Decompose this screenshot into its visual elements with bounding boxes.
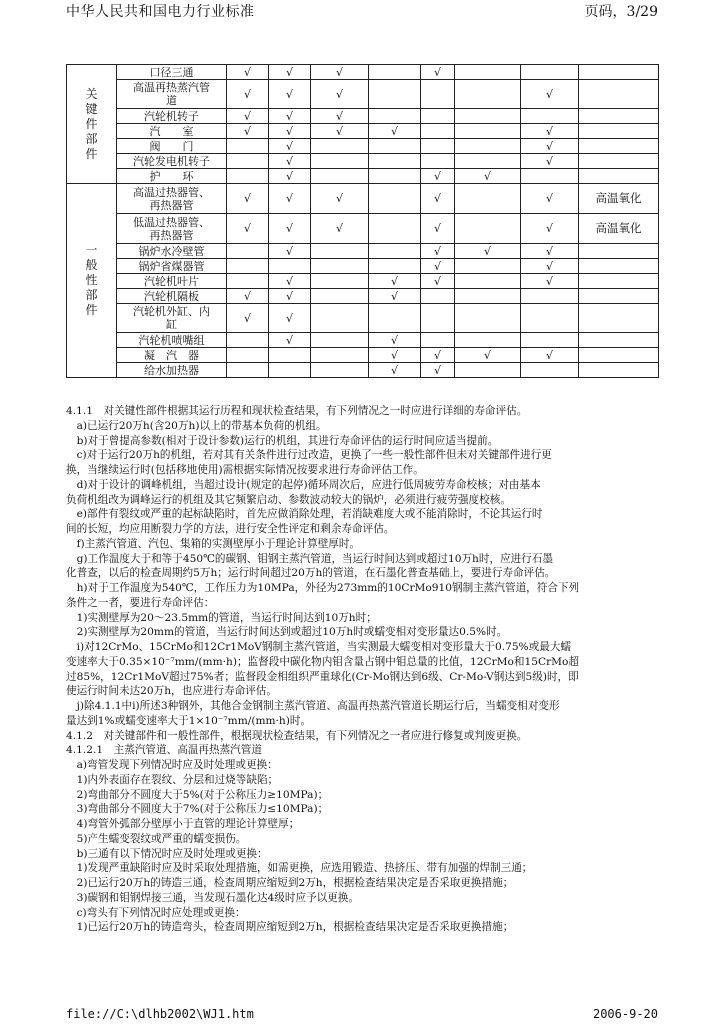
check-cell: √ xyxy=(311,65,369,80)
table-row xyxy=(67,154,659,169)
footer-date: 2006-9-20 xyxy=(592,1007,658,1021)
check-cell xyxy=(311,139,369,154)
check-cell xyxy=(521,333,579,348)
check-cell: √ xyxy=(521,184,579,214)
check-cell xyxy=(269,363,311,378)
check-cell xyxy=(369,214,421,244)
check-cell: √ xyxy=(521,244,579,259)
component-name: 凝 汽 器 xyxy=(117,348,227,363)
table-row xyxy=(67,214,659,244)
check-cell xyxy=(369,154,421,169)
check-cell: √ xyxy=(521,259,579,274)
check-cell: √ xyxy=(521,124,579,139)
footer-file-path: file://C:\dlhb2002\WJ1.htm xyxy=(66,1007,254,1021)
check-cell: √ xyxy=(455,169,521,184)
inspection-table xyxy=(66,64,658,378)
table-row xyxy=(67,363,659,378)
check-cell: √ xyxy=(269,139,311,154)
check-cell: √ xyxy=(227,124,269,139)
check-cell: √ xyxy=(269,214,311,244)
component-name: 汽轮机外缸、内 缸 xyxy=(117,304,227,333)
remark-cell xyxy=(579,80,659,109)
check-cell: √ xyxy=(455,244,521,259)
remark-cell xyxy=(579,139,659,154)
text-line: 3)碳钢和钼钢焊接三通，当发现石墨化达4级时应予以更换。 xyxy=(66,891,360,904)
check-cell: √ xyxy=(421,259,455,274)
check-cell: √ xyxy=(521,154,579,169)
table-row xyxy=(67,109,659,124)
component-name: 阀 门 xyxy=(117,139,227,154)
check-cell: √ xyxy=(521,214,579,244)
check-cell xyxy=(521,289,579,304)
check-cell xyxy=(421,139,455,154)
check-cell xyxy=(455,289,521,304)
text-line: i)对12CrMo、15CrMo和12Cr1MoV钢制主蒸汽管道，当实测最大蠕变相对变形量大于0.75%或最大蠕 xyxy=(66,641,572,653)
component-name: 高温过热器管、 再热器管 xyxy=(117,184,227,214)
check-cell xyxy=(521,109,579,124)
check-cell xyxy=(227,244,269,259)
text-line: 变速率大于0.35×10⁻⁷mm/(mm·h)；监督段中碳化物内钼含量占钢中钼总量的比值，12CrMo和15CrMo超 xyxy=(66,655,579,668)
check-cell xyxy=(311,154,369,169)
check-cell: √ xyxy=(311,124,369,139)
check-cell xyxy=(269,259,311,274)
check-cell xyxy=(369,304,421,333)
text-line: 过85%，12Cr1MoV超过75%者；监督段金相组织严重球化(Cr-Mo钢达到6级、Cr-Mo-V钢达到5级)时，即 xyxy=(66,670,579,683)
check-cell: √ xyxy=(421,363,455,378)
check-cell xyxy=(227,274,269,289)
check-cell xyxy=(455,259,521,274)
remark-cell xyxy=(579,304,659,333)
table-row xyxy=(67,80,659,109)
check-cell: √ xyxy=(421,274,455,289)
check-cell xyxy=(311,169,369,184)
check-cell xyxy=(421,154,455,169)
check-cell xyxy=(455,184,521,214)
check-cell: √ xyxy=(269,184,311,214)
text-line: 4.1.1 对关键性部件根据其运行历程和现状检查结果，有下列情况之一时应进行详细的寿命评估。 xyxy=(66,405,528,417)
text-line: 使运行时间未达20万h，也应进行寿命评估。 xyxy=(66,685,277,698)
text-line: 4)弯管外弧部分壁厚小于直管的理论计算壁厚； xyxy=(66,818,300,830)
component-name: 高温再热蒸汽管 道 xyxy=(117,80,227,109)
component-name: 锅炉省煤器管 xyxy=(117,259,227,274)
check-cell xyxy=(311,289,369,304)
check-cell xyxy=(311,244,369,259)
text-line: 1)内外表面存在裂纹、分层和过烧等缺陷； xyxy=(66,773,279,786)
text-line: 化普查，以后的检查周期约5万h；运行时间超过20万h的管道，在石墨化普查基础上，要进行寿命评估。 xyxy=(66,567,556,580)
component-name: 汽轮机叶片 xyxy=(117,274,227,289)
check-cell xyxy=(455,214,521,244)
check-cell: √ xyxy=(311,109,369,124)
remark-cell xyxy=(579,259,659,274)
text-line: 间的长短，均应用断裂力学的方法，进行安全性评定和剩余寿命评估。 xyxy=(66,523,395,535)
check-cell xyxy=(369,65,421,80)
check-cell: √ xyxy=(227,80,269,109)
component-name: 汽 室 xyxy=(117,124,227,139)
check-cell xyxy=(227,348,269,363)
check-cell: √ xyxy=(369,124,421,139)
check-cell xyxy=(455,124,521,139)
check-cell: √ xyxy=(369,363,421,378)
text-line: 1)发现严重缺陷时应及时采取处理措施，如需更换，应选用锻造、热挤压、带有加强的焊制三通； xyxy=(66,862,533,875)
check-cell xyxy=(421,289,455,304)
group-label: 关 键 件 部 件 xyxy=(67,65,117,184)
component-name: 汽轮机隔板 xyxy=(117,289,227,304)
remark-cell xyxy=(579,333,659,348)
check-cell xyxy=(369,139,421,154)
header-page-number: 页码，3/29 xyxy=(584,4,658,20)
check-cell: √ xyxy=(227,109,269,124)
check-cell: √ xyxy=(311,80,369,109)
component-name: 汽轮发电机转子 xyxy=(117,154,227,169)
check-cell: √ xyxy=(269,169,311,184)
check-cell: √ xyxy=(421,348,455,363)
check-cell xyxy=(521,65,579,80)
remark-cell xyxy=(579,154,659,169)
check-cell: √ xyxy=(369,289,421,304)
text-line: j)除4.1.1中i)所述3种钢外，其他合金钢制主蒸汽管道、高温再热蒸汽管道长期运行后，当蠕变相对变形 xyxy=(66,700,560,712)
text-line: c)弯头有下列情况时应处理或更换： xyxy=(66,906,246,919)
check-cell: √ xyxy=(269,333,311,348)
table-row xyxy=(67,348,659,363)
remark-cell xyxy=(579,65,659,80)
check-cell xyxy=(455,304,521,333)
check-cell: √ xyxy=(521,274,579,289)
check-cell: √ xyxy=(369,348,421,363)
check-cell xyxy=(421,333,455,348)
check-cell xyxy=(521,363,579,378)
text-line: 条件之一者，要进行寿命评估： xyxy=(66,596,215,609)
check-cell: √ xyxy=(421,244,455,259)
check-cell xyxy=(455,80,521,109)
text-line: d)对于设计的调峰机组，当超过设计(规定的起停)循环周次后，应进行低周疲劳寿命校核；对由基本 xyxy=(66,478,541,491)
check-cell xyxy=(521,169,579,184)
text-line: 5)产生蠕变裂纹或严重的蠕变损伤。 xyxy=(66,832,247,845)
check-cell: √ xyxy=(269,80,311,109)
check-cell xyxy=(227,154,269,169)
check-cell: √ xyxy=(269,244,311,259)
check-cell xyxy=(421,304,455,333)
text-line: 3)弯曲部分不圆度大于7%(对于公称压力≤10MPa)； xyxy=(66,803,329,816)
check-cell xyxy=(227,139,269,154)
text-line: a)已运行20万h(含20万h)以上的带基本负荷的机组。 xyxy=(66,419,327,432)
check-cell xyxy=(311,304,369,333)
check-cell: √ xyxy=(369,333,421,348)
check-cell: √ xyxy=(227,65,269,80)
check-cell xyxy=(311,259,369,274)
remark-cell xyxy=(579,109,659,124)
check-cell: √ xyxy=(227,289,269,304)
text-line: e)部件有裂纹或严重的起标缺陷时，首先应做消除处理，若消缺难度大或不能消除时，不论其运行时 xyxy=(66,508,543,521)
text-line: 2)弯曲部分不圆度大于5%(对于公称压力≥10MPa)； xyxy=(66,788,329,801)
check-cell xyxy=(421,109,455,124)
check-cell: √ xyxy=(421,184,455,214)
component-name: 护 环 xyxy=(117,169,227,184)
table-row xyxy=(67,259,659,274)
text-line: g)工作温度大于和等于450℃的碳钢、钼钢主蒸汽管道，当运行时间达到或超过10万h时，应进行石墨 xyxy=(66,552,554,565)
table-row xyxy=(67,274,659,289)
table-row xyxy=(67,124,659,139)
check-cell: √ xyxy=(311,184,369,214)
remark-cell xyxy=(579,244,659,259)
header-standard-title: 中华人民共和国电力行业标准 xyxy=(66,4,255,20)
check-cell xyxy=(455,333,521,348)
table-row xyxy=(67,304,659,333)
check-cell xyxy=(369,244,421,259)
text-line: a)弯管发现下列情况时应及时处理或更换： xyxy=(66,759,278,771)
check-cell: √ xyxy=(421,214,455,244)
check-cell xyxy=(227,259,269,274)
check-cell: √ xyxy=(369,274,421,289)
check-cell xyxy=(369,80,421,109)
text-line: c)对于运行20万h的机组，若对其有关条件进行过改造，更换了一些一般性部件但未对关键部件进行更 xyxy=(66,449,552,462)
check-cell: √ xyxy=(227,184,269,214)
check-cell xyxy=(369,259,421,274)
table-row xyxy=(67,169,659,184)
check-cell xyxy=(455,109,521,124)
text-line: 1)实测壁厚为20～23.5mm的管道，当运行时间达到10万h时； xyxy=(66,611,377,624)
text-line: 4.1.2 对关键部件和一般性部件，根据现状检查结果，有下列情况之一者应进行修复或判废更换。 xyxy=(66,729,528,742)
check-cell: √ xyxy=(269,65,311,80)
check-cell: √ xyxy=(269,109,311,124)
check-cell xyxy=(369,184,421,214)
check-cell: √ xyxy=(311,214,369,244)
text-line: b)三通有以下情况时应及时处理或更换： xyxy=(66,847,268,860)
check-cell xyxy=(521,304,579,333)
check-cell xyxy=(421,80,455,109)
text-line: b)对于曾提高参数(相对于设计参数)运行的机组，其进行寿命评估的运行时间应适当提前。 xyxy=(66,434,499,447)
remark-cell xyxy=(579,289,659,304)
check-cell xyxy=(455,363,521,378)
check-cell xyxy=(455,154,521,169)
check-cell xyxy=(227,363,269,378)
text-line: h)对于工作温度为540℃，工作压力为10MPa，外径为273mm的10CrMo910钢制主蒸汽管道，符合下列 xyxy=(66,582,580,594)
check-cell xyxy=(369,109,421,124)
check-cell xyxy=(311,363,369,378)
remark-cell: 高温氧化 xyxy=(579,214,659,244)
check-cell xyxy=(455,274,521,289)
text-line: 1)已运行20万h的铸造弯头，检查周期应缩短到2万h，根据检查结果决定是否采取更换措施； xyxy=(66,921,514,934)
text-line: 量达到1%或蠕变速率大于1×10⁻⁷mm/(mm·h)时。 xyxy=(66,714,312,727)
check-cell xyxy=(227,333,269,348)
text-line: 2)已运行20万h的铸造三通，检查周期应缩短到2万h，根据检查结果决定是否采取更换措施； xyxy=(66,877,514,889)
remark-cell xyxy=(579,274,659,289)
table-row xyxy=(67,184,659,214)
component-name: 口径三通 xyxy=(117,65,227,80)
check-cell: √ xyxy=(521,139,579,154)
check-cell xyxy=(455,65,521,80)
check-cell: √ xyxy=(521,80,579,109)
check-cell: √ xyxy=(269,304,311,333)
remark-cell xyxy=(579,124,659,139)
check-cell: √ xyxy=(227,304,269,333)
component-name: 锅炉水冷壁管 xyxy=(117,244,227,259)
remark-cell xyxy=(579,169,659,184)
text-line: 负荷机组改为调峰运行的机组及其它频繁启动、参数波动较大的锅炉，必须进行疲劳强度校核。 xyxy=(66,493,511,506)
table-row xyxy=(67,65,659,80)
text-line: 2)实测壁厚为20mm的管道，当运行时间达到或超过10万h时或蠕变相对变形量达0.5%时。 xyxy=(66,626,508,639)
table-row xyxy=(67,289,659,304)
component-name: 汽轮机转子 xyxy=(117,109,227,124)
remark-cell xyxy=(579,348,659,363)
check-cell: √ xyxy=(421,65,455,80)
check-cell xyxy=(311,348,369,363)
table-row xyxy=(67,333,659,348)
check-cell xyxy=(455,139,521,154)
text-line: 4.1.2.1 主蒸汽管道、高温再热蒸汽管道 xyxy=(66,744,262,757)
check-cell xyxy=(227,169,269,184)
check-cell: √ xyxy=(269,289,311,304)
text-line: f)主蒸汽管道、汽包、集箱的实测壁厚小于理论计算壁厚时。 xyxy=(66,537,361,550)
component-name: 汽轮机喷嘴组 xyxy=(117,333,227,348)
remark-cell: 高温氧化 xyxy=(579,184,659,214)
check-cell xyxy=(311,274,369,289)
check-cell: √ xyxy=(269,154,311,169)
remark-cell xyxy=(579,363,659,378)
text-line: 换，当继续运行时(包括移地使用)需根据实际情况按要求进行寿命评估工作。 xyxy=(66,464,424,476)
check-cell xyxy=(369,169,421,184)
check-cell: √ xyxy=(455,348,521,363)
check-cell: √ xyxy=(227,214,269,244)
check-cell xyxy=(421,124,455,139)
component-name: 低温过热器管、 再热器管 xyxy=(117,214,227,244)
table-row xyxy=(67,244,659,259)
check-cell: √ xyxy=(421,169,455,184)
component-name: 给水加热器 xyxy=(117,363,227,378)
check-cell: √ xyxy=(521,348,579,363)
check-cell: √ xyxy=(269,274,311,289)
table-row xyxy=(67,139,659,154)
check-cell xyxy=(311,333,369,348)
check-cell xyxy=(269,348,311,363)
group-label: 一 般 性 部 件 xyxy=(67,184,117,378)
check-cell: √ xyxy=(269,124,311,139)
